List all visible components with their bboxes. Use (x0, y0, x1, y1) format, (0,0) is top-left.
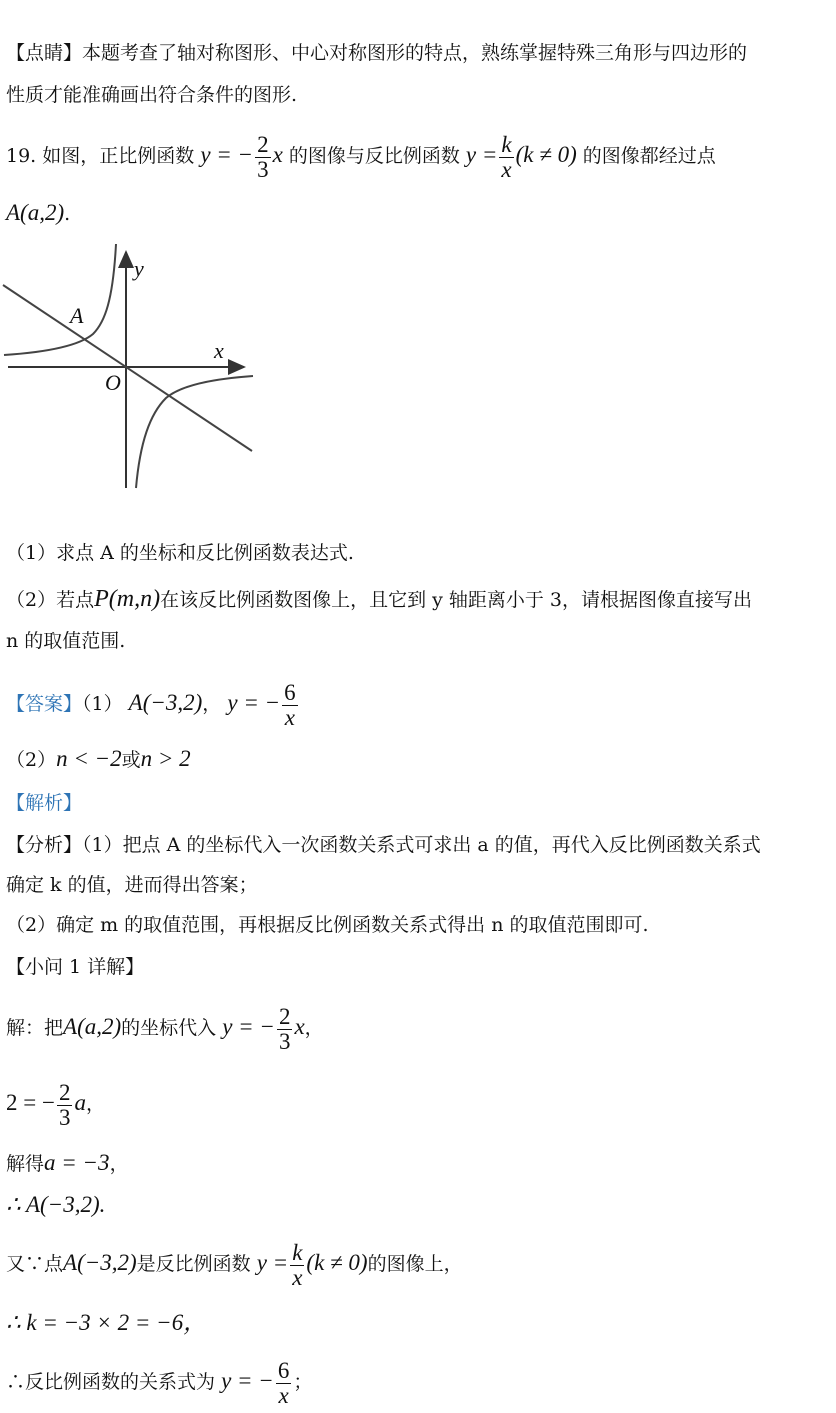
solution-1-prefix: 解：把 (6, 1017, 64, 1039)
solution-5-point: A(−3,2) (63, 1250, 137, 1275)
q19-eq2-lhs: y = (465, 142, 498, 167)
solution-1-end: ， (304, 1017, 324, 1039)
solution-2-lhs: 2 = − (6, 1090, 55, 1115)
solution-7-lhs: y = − (221, 1368, 274, 1393)
answer-1-sep: ， (202, 693, 222, 715)
analysis-line-2: 确定 k 的值，进而得出答案； (6, 874, 258, 896)
solution-line-7 (6, 1354, 312, 1409)
function-graph (0, 238, 262, 500)
part-2-text: 在该反比例函数图像上，且它到 y 轴距离小于 3，请根据图像直接写出 (160, 589, 753, 611)
solution-2-var: a (74, 1090, 86, 1115)
answer-2-expr-1: n < −2 (56, 746, 122, 771)
answer-2-or: 或 (121, 749, 141, 771)
answer-tag: 【答案】 (6, 693, 83, 715)
solution-line-5 (6, 1236, 463, 1291)
solution-5-lhs: y = (256, 1250, 289, 1275)
solution-5-prefix: 又∵点 (6, 1253, 64, 1275)
hyperbola-branch-lower-right (136, 376, 253, 488)
solution-5-text: 是反比例函数 (136, 1253, 251, 1275)
solution-1-point: A(a,2) (63, 1014, 122, 1039)
solution-line-6: ∴ k = −3 × 2 = −6， (6, 1310, 207, 1335)
label-x: x (214, 338, 224, 363)
answer-line-2 (6, 746, 191, 773)
answer-1-frac: $\frac{6}{x}$ (284, 679, 296, 730)
solution-3-expr: a = −3 (44, 1150, 110, 1175)
analysis-line-3: （2）确定 m 的取值范围，再根据反比例函数关系式得出 n 的取值范围即可. (6, 914, 649, 936)
solution-7-end: ； (293, 1371, 313, 1393)
solution-7-prefix: ∴反比例函数的关系式为 (6, 1371, 216, 1393)
label-origin: O (105, 370, 121, 395)
dianjing-line-2: 性质才能准确画出符合条件的图形. (6, 84, 298, 106)
dianjing-line-1: 【点睛】本题考查了轴对称图形、中心对称图形的特点，熟练掌握特殊三角形与四边形的 (6, 42, 748, 64)
solution-3-end: ， (109, 1153, 129, 1175)
q19-eq1-lhs: y = − (200, 142, 254, 167)
answer-line-1 (6, 676, 300, 731)
q19-eq2-cond: (k ≠ 0) (515, 142, 577, 167)
q19-mid: 的图像与反比例函数 (288, 145, 460, 167)
answer-1-lhs: y = − (227, 690, 281, 715)
solution-line-2 (6, 1076, 105, 1131)
q19-point: A(a,2) (6, 200, 65, 225)
label-point-a: A (70, 303, 84, 328)
q19-suffix: 的图像都经过点 (582, 145, 716, 167)
solution-line-3 (6, 1150, 129, 1177)
answer-2-prefix: （2） (6, 749, 57, 771)
part-2-prefix: （2）若点 (6, 589, 95, 611)
q19-point-end: . (64, 203, 71, 225)
analysis-tag: 【解析】 (6, 792, 83, 814)
q19-prefix: 19. 如图，正比例函数 (6, 145, 195, 167)
hyperbola-branch-upper-left (4, 244, 116, 355)
solution-1-lhs: y = − (222, 1014, 275, 1039)
solution-1-var: x (294, 1014, 305, 1039)
solution-5-end: 的图像上， (367, 1253, 463, 1275)
solution-2-frac: $\frac{2}{3}$ (58, 1079, 71, 1130)
solution-line-4: ∴ A(−3,2). (6, 1192, 106, 1217)
solution-3-prefix: 解得 (6, 1153, 45, 1175)
q19-point-line (6, 200, 70, 227)
q19-eq1-frac: $\frac{2}{3}$ (257, 131, 269, 182)
answer-1-prefix: （1） (82, 693, 123, 715)
question-19-stem (6, 128, 716, 183)
solution-5-frac: $\frac{k}{x}$ (292, 1239, 303, 1290)
answer-1-point: A(−3,2) (128, 690, 203, 715)
q19-eq1-var: x (272, 142, 283, 167)
q19-eq2-frac: $\frac{k}{x}$ (501, 131, 512, 182)
part-2-line-1 (6, 586, 752, 613)
part-1: （1）求点 A 的坐标和反比例函数表达式. (6, 542, 354, 564)
solution-2-end: ， (85, 1093, 105, 1115)
label-y: y (134, 256, 144, 281)
solution-line-1 (6, 1000, 324, 1055)
solution-1-frac: $\frac{2}{3}$ (278, 1003, 291, 1054)
solution-7-frac: $\frac{6}{x}$ (277, 1357, 290, 1408)
solution-5-cond: (k ≠ 0) (306, 1250, 368, 1275)
solution-1-text: 的坐标代入 (121, 1017, 217, 1039)
part-2-point: P(m,n) (94, 586, 161, 612)
answer-2-expr-2: n > 2 (140, 746, 191, 771)
part-2-line-2: n 的取值范围. (6, 630, 126, 652)
sub-question-1-heading: 【小问 1 详解】 (6, 956, 145, 978)
analysis-line-1: 【分析】（1）把点 A 的坐标代入一次函数关系式可求出 a 的值，再代入反比例函数关系式 (6, 834, 761, 856)
